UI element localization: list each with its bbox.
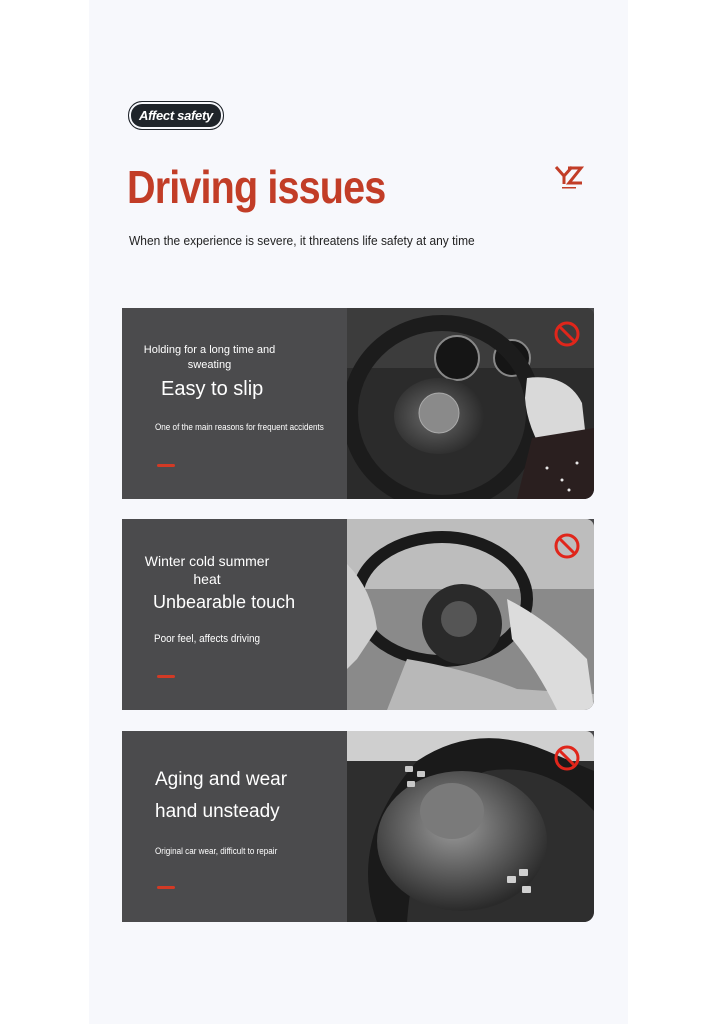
accent-dash [157,464,175,467]
accent-dash [157,675,175,678]
card-text-panel [122,731,347,922]
card-headline: Unbearable touch [153,592,296,612]
issue-card-wear [122,731,594,922]
accent-dash [157,886,175,889]
card-description: One of the main reasons for frequent accidents [155,422,324,432]
card-description: Original car wear, difficult to repair [155,846,278,856]
card-lead-line: Holding for a long time and [143,344,276,356]
page-subtitle: When the experience is severe, it threatens life safety at any time [129,233,475,248]
brand-logo-icon [554,164,584,190]
card-headline: Easy to slip [161,378,264,400]
card-lead-line: Winter cold summer [144,553,270,569]
card-lead-line-2: heat [193,571,221,587]
card-text-panel [122,519,347,710]
no-entry-icon [554,321,580,347]
steering-wheel-photo [347,519,594,710]
card-lead-line-2: sweating [187,359,232,371]
card-lead-line-2: hand unsteady [155,801,280,822]
steering-wheel-photo [347,731,594,922]
card-description: Poor feel, affects driving [154,633,261,645]
no-entry-icon [554,533,580,559]
issue-card-touch [122,519,594,710]
affect-safety-badge: Affect safety [128,101,224,130]
steering-wheel-photo [347,308,594,499]
card-text-panel [122,308,347,499]
page-title: Driving issues [127,161,386,213]
issue-card-slip [122,308,594,499]
no-entry-icon [554,745,580,771]
card-lead-line: Aging and wear [155,769,288,790]
